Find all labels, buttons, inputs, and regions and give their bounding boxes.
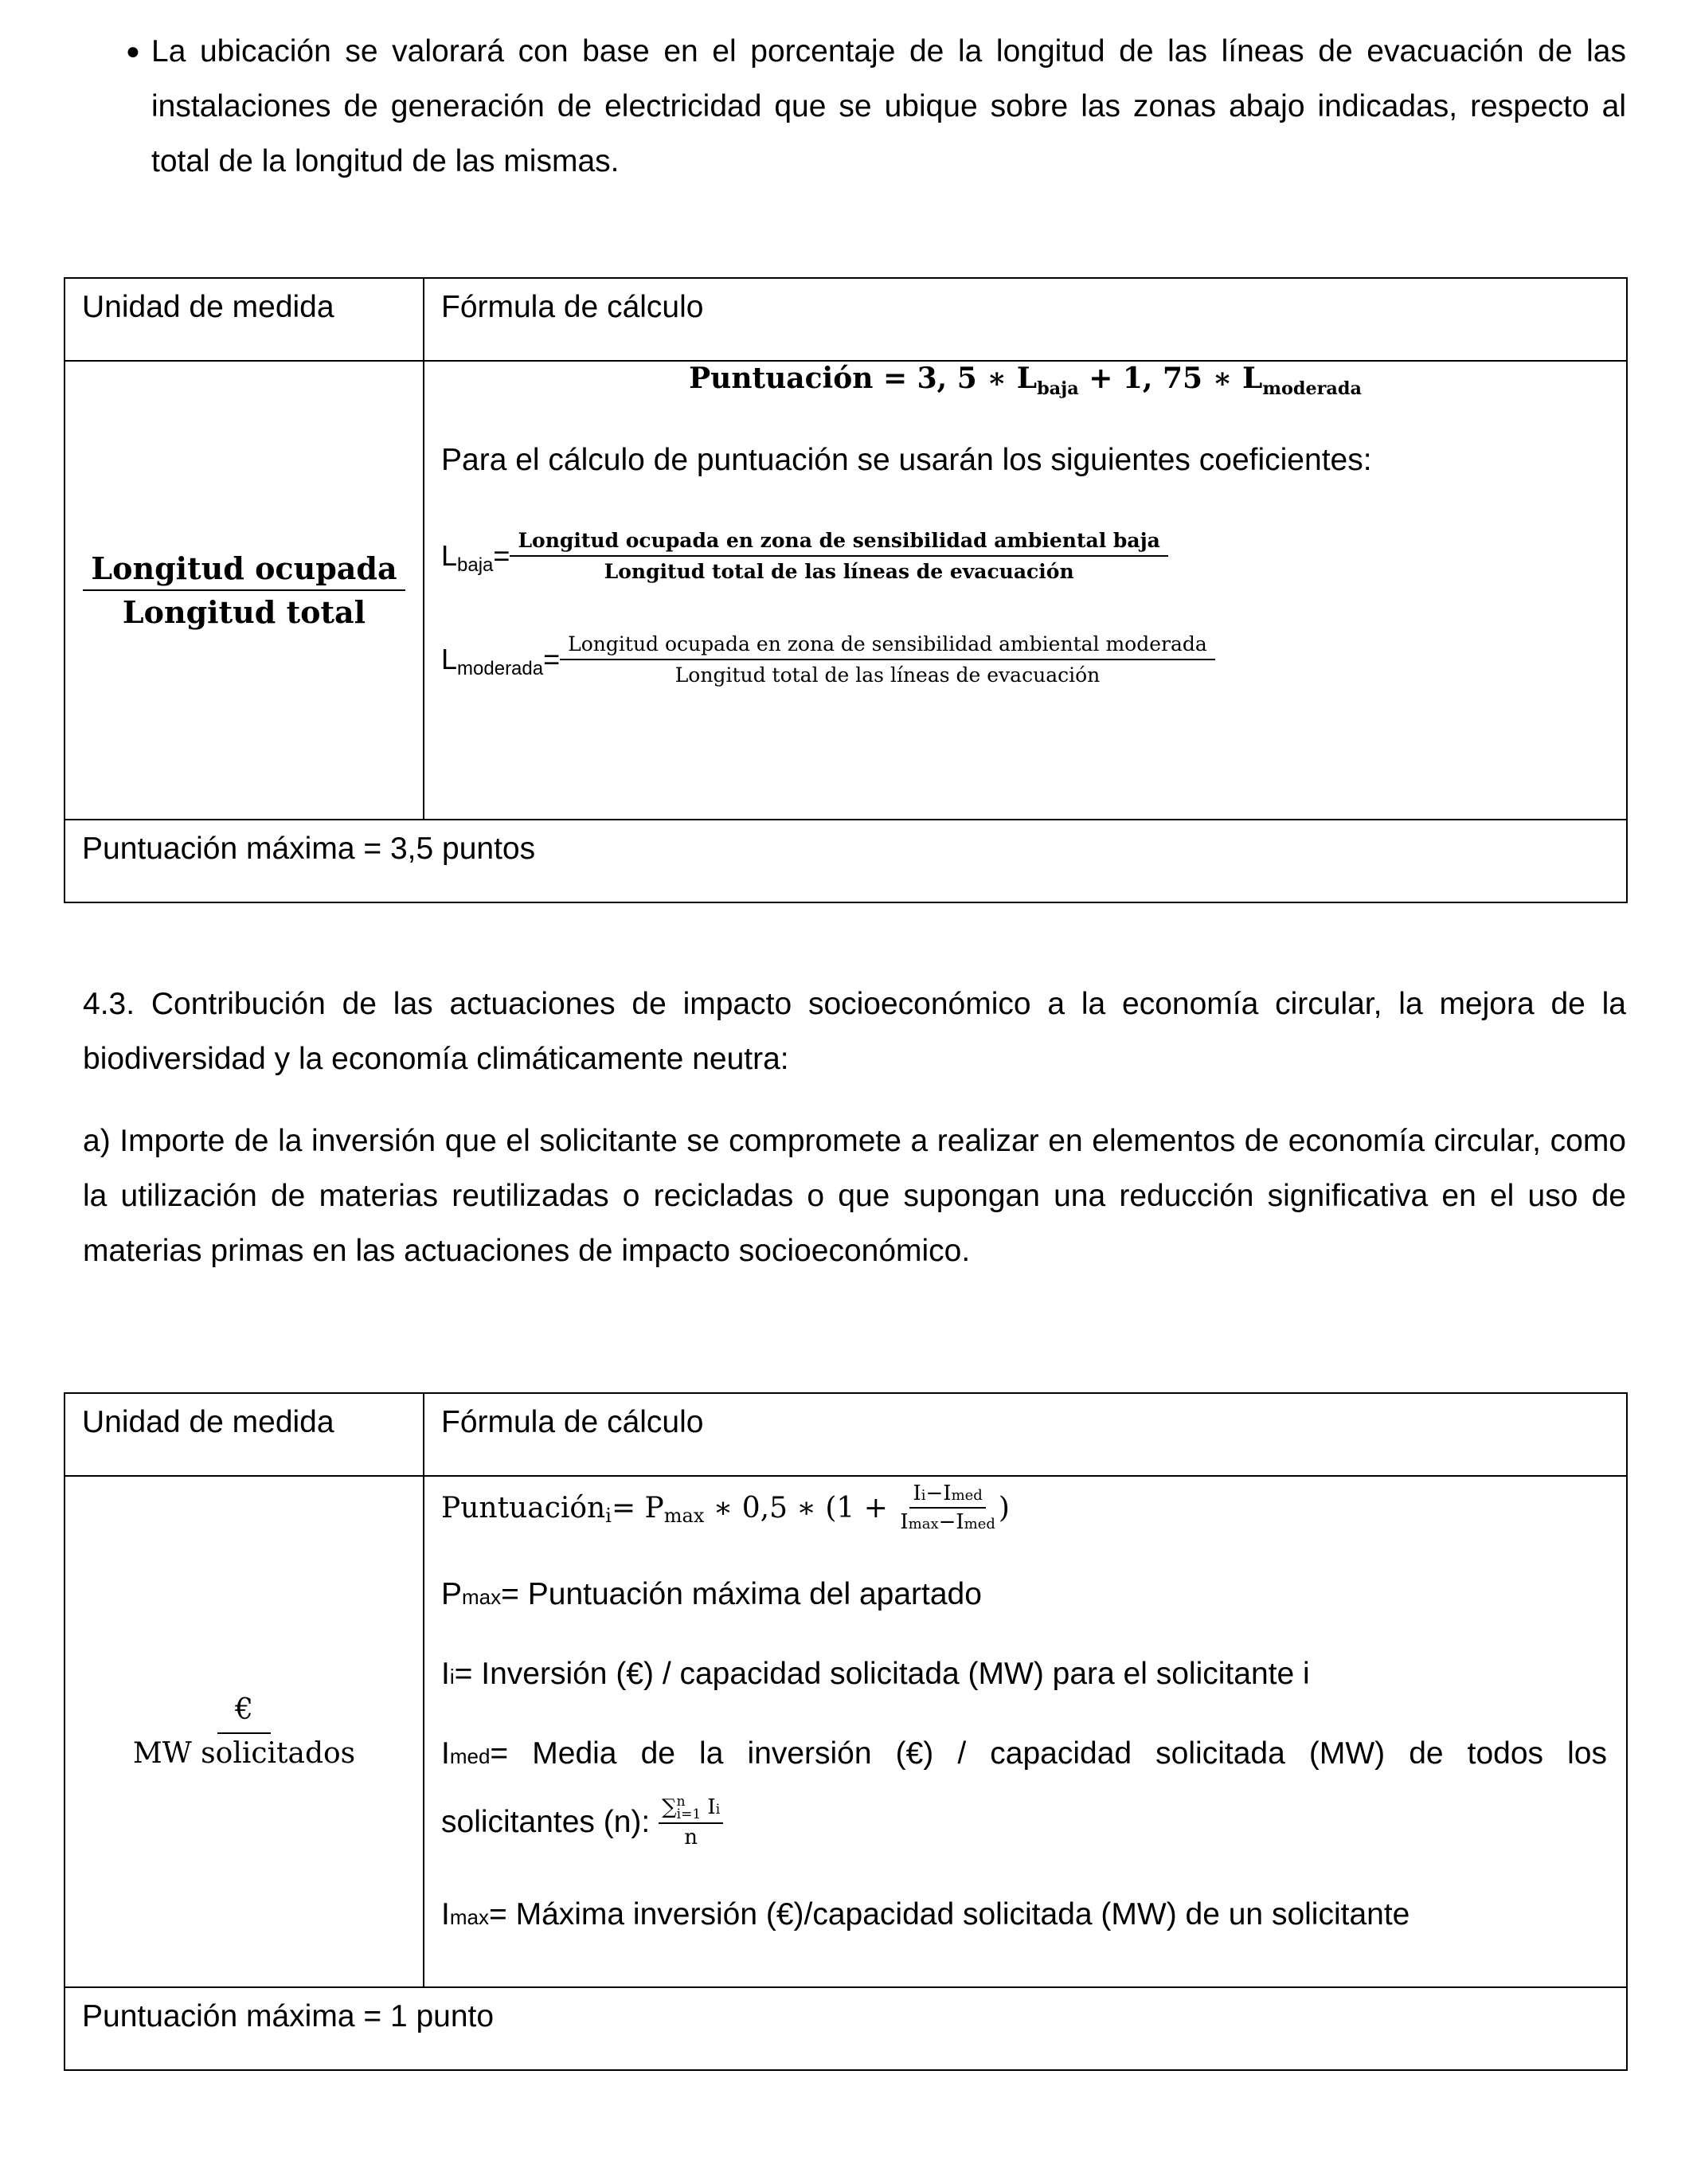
lbaja-definition: L baja = $\frac{\text{Longitud ocupada en zona de sensibilidad ambiental baja}}{\text{Longitud total de las líneas de evacuación}}$: [441, 529, 1168, 583]
table1-max-score: Puntuación máxima = 3,5 puntos: [65, 820, 1627, 902]
unit-fraction: [125, 1693, 363, 1770]
bullet-paragraph: [125, 24, 1626, 189]
lmoderada-fraction: $\frac{\text{Longitud ocupada en zona de sensibilidad ambiental moderada}}{\text{Longitud total de las líneas de evacuación}}$: [560, 632, 1215, 687]
unit-denominator: Longitud total: [122, 594, 366, 630]
unit-numerator: €: [217, 1693, 271, 1734]
table2-formula-cell: [424, 1476, 1627, 1987]
table1-header-formula: Fórmula de cálculo: [424, 278, 1627, 361]
table1-header-unit: Unidad de medida: [65, 278, 424, 361]
lmoderada-definition: L moderada = $\frac{\text{Longitud ocupada en zona de sensibilidad ambiental moderada}}{\text{Longitud total de las líneas de evacuación}}$: [441, 632, 1215, 687]
bullet-text: La ubicación se valorará con base en el porcentaje de la longitud de las líneas de evacuación de las instalaciones de generación de electricidad que se ubique sobre las zonas abajo indicadas, respecto al total de la longitud de las mismas.: [151, 34, 1626, 178]
coef-intro: Para el cálculo de puntuación se usarán los siguientes coeficientes:: [441, 443, 1372, 477]
main-formula: Puntuación i = P max ∗ 0,5 ∗ (1 + $\frac{\text{Ii−Imed}}{\text{Imax−Imed}}$ ): [441, 1481, 1010, 1534]
table2-header-formula: Fórmula de cálculo: [424, 1393, 1627, 1476]
table1-unit-cell: [65, 361, 424, 820]
unit-denominator: MW solicitados: [132, 1737, 356, 1770]
imed-fraction: ∑ n i=1 Ii n: [659, 1795, 723, 1849]
table2-max-score: Puntuación máxima = 1 punto: [65, 1987, 1627, 2070]
imed-definition: Imed= Media de la inversión (€) / capacidad solicitada (MW) de todos los: [441, 1736, 1607, 1771]
table2-unit-cell: [65, 1476, 424, 1987]
imax-definition: Imax= Máxima inversión (€)/capacidad solicitada (MW) de un solicitante: [441, 1897, 1410, 1932]
section-heading: 4.3. Contribución de las actuaciones de impacto socioeconómico a la economía circular, la mejora de la biodiversidad y la economía climáticamente neutra:: [83, 987, 1626, 1076]
main-formula: Puntuación = 3, 5 ∗ $L_{baja} + 1$, 75 ∗ $L_{moderada}$: [689, 362, 1362, 399]
table2-header-unit: Unidad de medida: [65, 1393, 424, 1476]
bullet-icon: ●: [125, 38, 140, 65]
scoring-table-investment: [64, 1392, 1628, 2071]
pmax-definition: Pmax= Puntuación máxima del apartado: [441, 1577, 982, 1611]
unit-numerator: Longitud ocupada: [83, 550, 405, 591]
main-formula-fraction: $\frac{\text{Ii−Imed}}{\text{Imax−Imed}}$: [900, 1481, 995, 1534]
ii-definition: Ii= Inversión (€) / capacidad solicitada (MW) para el solicitante i: [441, 1657, 1310, 1691]
unit-fraction: [83, 550, 405, 630]
scoring-table-location: [64, 277, 1628, 903]
table1-formula-cell: [424, 361, 1627, 820]
section-item-a: a) Importe de la inversión que el solicitante se compromete a realizar en elementos de economía circular, como la utilización de materias reutilizadas o recicladas o que supongan una reducción significativa en el uso de materias primas en las actuaciones de impacto socioeconómico.: [83, 1124, 1626, 1268]
lbaja-fraction: $\frac{\text{Longitud ocupada en zona de sensibilidad ambiental baja}}{\text{Longitud total de las líneas de evacuación}}$: [510, 529, 1167, 583]
imed-continuation: solicitantes (n): ∑ n i=1 Ii n: [441, 1795, 723, 1849]
